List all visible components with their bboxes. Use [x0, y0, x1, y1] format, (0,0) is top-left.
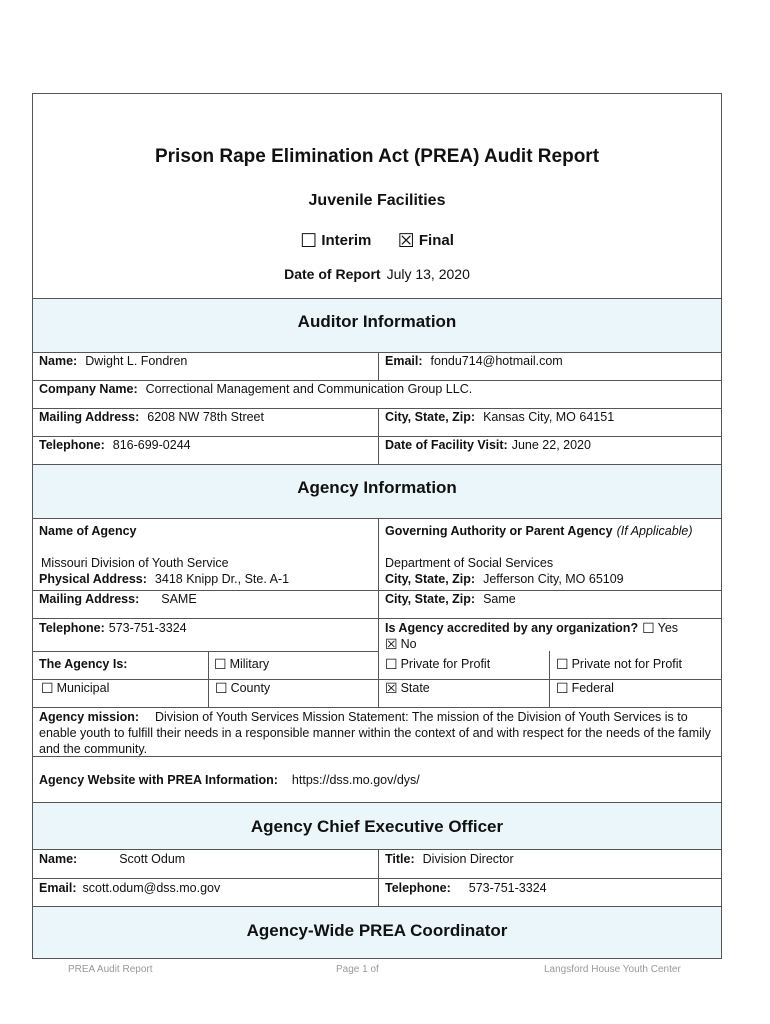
- date-label: Date of Report: [284, 266, 381, 282]
- agency-type-municipal: [33, 680, 208, 707]
- footer-left: PREA Audit Report: [68, 964, 153, 975]
- ceo-email-cell: [33, 879, 378, 906]
- agency-mailing: SAME: [161, 592, 197, 606]
- agency-website-label: Agency Website with PREA Information:: [39, 773, 278, 787]
- auditor-heading: Auditor Information: [297, 312, 457, 331]
- auditor-row-address: [33, 409, 721, 437]
- agency-physical-label: Physical Address:: [39, 572, 147, 586]
- agency-gov-label: Governing Authority or Parent Agency: [385, 524, 613, 538]
- agency-type-federal: [549, 680, 721, 707]
- auditor-email-cell: [378, 353, 721, 380]
- agency-heading: Agency Information: [297, 478, 457, 497]
- auditor-name: Dwight L. Fondren: [85, 354, 188, 368]
- agency-city: Jefferson City, MO 65109: [483, 572, 624, 586]
- auditor-row-phone: [33, 437, 721, 465]
- agency-city2-cell: [378, 591, 721, 618]
- ceo-title: Division Director: [422, 852, 514, 866]
- ceo-heading: Agency Chief Executive Officer: [250, 817, 504, 836]
- auditor-city-label: City, State, Zip:: [385, 410, 476, 424]
- auditor-section-header: [33, 299, 721, 353]
- auditor-city-cell: [378, 409, 721, 436]
- agency-mission-cell: [33, 708, 721, 756]
- auditor-name-label: Name:: [39, 354, 78, 368]
- final-label: Final: [418, 232, 454, 249]
- auditor-visit-label: Date of Facility Visit:: [385, 438, 508, 452]
- report-subtitle: Juvenile Facilities: [308, 192, 446, 209]
- agency-type-state: [378, 680, 549, 707]
- agency-city2-label: City, State, Zip:: [385, 592, 476, 606]
- accredited-yes-label: Yes: [657, 621, 679, 635]
- ceo-email-label: Email:: [39, 881, 77, 895]
- auditor-visit: June 22, 2020: [511, 438, 591, 452]
- auditor-email-label: Email:: [385, 354, 423, 368]
- agency-city2: Same: [483, 592, 516, 606]
- private-nonprofit-checkbox[interactable]: ☐: [556, 656, 569, 672]
- federal-label: Federal: [571, 681, 614, 695]
- auditor-mailing: 6208 NW 78th Street: [147, 410, 264, 424]
- audit-report-form: [32, 93, 722, 959]
- agency-row-name: [33, 519, 721, 591]
- state-checkbox[interactable]: ☒: [385, 680, 398, 696]
- agency-mission: Division of Youth Services Mission Statement: The mission of the Division of Youth Services is to enable youth to fulfill their needs in a responsible manner within the context of and with respect for the needs of the family and the community.: [39, 710, 711, 756]
- private-profit-label: Private for Profit: [400, 657, 491, 671]
- ceo-section-header: [33, 803, 721, 850]
- auditor-city: Kansas City, MO 64151: [483, 410, 615, 424]
- auditor-company-label: Company Name:: [39, 382, 138, 396]
- ceo-name: Scott Odum: [119, 852, 186, 866]
- municipal-checkbox[interactable]: ☐: [41, 680, 54, 696]
- agency-type-private-nonprofit: [556, 656, 682, 672]
- ceo-row-email: [33, 879, 721, 907]
- ceo-phone-label: Telephone:: [385, 881, 451, 895]
- agency-gov-note: (If Applicable): [616, 524, 693, 538]
- ceo-title-cell: [378, 850, 721, 878]
- agency-type-private-profit: [385, 656, 490, 672]
- auditor-mailing-cell: [33, 409, 378, 436]
- agency-row-website: [33, 757, 721, 803]
- municipal-label: Municipal: [56, 681, 110, 695]
- accredited-no-checkbox[interactable]: ☒: [385, 636, 398, 652]
- auditor-phone-label: Telephone:: [39, 438, 105, 452]
- private-profit-checkbox[interactable]: ☐: [385, 656, 398, 672]
- auditor-name-cell: [33, 353, 378, 380]
- auditor-phone-cell: [33, 437, 378, 464]
- agency-physical: 3418 Knipp Dr., Ste. A-1: [154, 572, 290, 586]
- military-label: Military: [229, 657, 270, 671]
- agency-section-header: [33, 465, 721, 519]
- ceo-row-name: [33, 850, 721, 879]
- auditor-mailing-label: Mailing Address:: [39, 410, 140, 424]
- agency-type-label-cell: [39, 656, 135, 672]
- agency-gov-cell: [378, 519, 721, 590]
- accredited-no-label: No: [400, 637, 417, 651]
- agency-mission-label: Agency mission:: [39, 710, 140, 724]
- agency-mailing-cell: [33, 591, 378, 618]
- agency-type-label: The Agency Is:: [39, 657, 128, 671]
- agency-mailing-label: Mailing Address:: [39, 592, 140, 606]
- private-nonprofit-label: Private not for Profit: [571, 657, 683, 671]
- title-block: [33, 94, 721, 299]
- agency-phone: 573-751-3324: [108, 621, 187, 635]
- state-label: State: [400, 681, 430, 695]
- interim-label: Interim: [321, 232, 372, 249]
- interim-checkbox[interactable]: ☐: [300, 231, 318, 252]
- final-checkbox[interactable]: ☒: [397, 231, 415, 252]
- ceo-title-label: Title:: [385, 852, 415, 866]
- agency-accredited-cell: [385, 620, 719, 652]
- agency-city-label: City, State, Zip:: [385, 572, 476, 586]
- agency-phone-label: Telephone:: [39, 621, 105, 635]
- auditor-company: Correctional Management and Communication Group LLC.: [145, 382, 473, 396]
- agency-name-label: Name of Agency: [39, 524, 137, 538]
- agency-name-cell: [33, 519, 378, 590]
- county-checkbox[interactable]: ☐: [215, 680, 228, 696]
- ceo-name-cell: [33, 850, 378, 878]
- federal-checkbox[interactable]: ☐: [556, 680, 569, 696]
- agency-website-cell: [33, 757, 721, 802]
- agency-row-mailing: [33, 591, 721, 619]
- ceo-phone-cell: [378, 879, 721, 906]
- county-label: County: [230, 681, 271, 695]
- coordinator-heading: Agency-Wide PREA Coordinator: [246, 921, 508, 940]
- agency-type-row-2: [33, 680, 721, 708]
- date-value: July 13, 2020: [386, 266, 470, 282]
- accredited-yes-checkbox[interactable]: ☐: [642, 620, 655, 636]
- auditor-company-cell: [33, 381, 721, 408]
- auditor-visit-cell: [378, 437, 721, 464]
- auditor-phone: 816-699-0244: [112, 438, 191, 452]
- coordinator-section-header: [33, 907, 721, 959]
- report-title: Prison Rape Elimination Act (PREA) Audit Report: [154, 146, 600, 167]
- auditor-email: fondu714@hotmail.com: [430, 354, 563, 368]
- footer-right: Langsford House Youth Center: [544, 964, 681, 975]
- agency-gov: Department of Social Services: [385, 556, 554, 570]
- auditor-row-company: [33, 381, 721, 409]
- agency-type-county: [208, 680, 378, 707]
- agency-accredited-label: Is Agency accredited by any organization?: [385, 621, 639, 635]
- report-type: [33, 230, 721, 253]
- ceo-name-label: Name:: [39, 852, 78, 866]
- ceo-email: scott.odum@dss.mo.gov: [82, 881, 221, 895]
- agency-website-link[interactable]: https://dss.mo.gov/dys/: [291, 773, 420, 787]
- footer-page: Page 1 of: [336, 964, 379, 975]
- ceo-phone: 573-751-3324: [468, 881, 547, 895]
- military-checkbox[interactable]: ☐: [214, 656, 227, 672]
- auditor-row-name: [33, 353, 721, 381]
- agency-row-mission: [33, 708, 721, 757]
- agency-type-military: [214, 656, 269, 672]
- agency-name: Missouri Division of Youth Service: [41, 556, 229, 570]
- report-date: [33, 266, 721, 282]
- agency-phone-type-block: [33, 619, 721, 680]
- agency-phone-cell: [39, 620, 187, 636]
